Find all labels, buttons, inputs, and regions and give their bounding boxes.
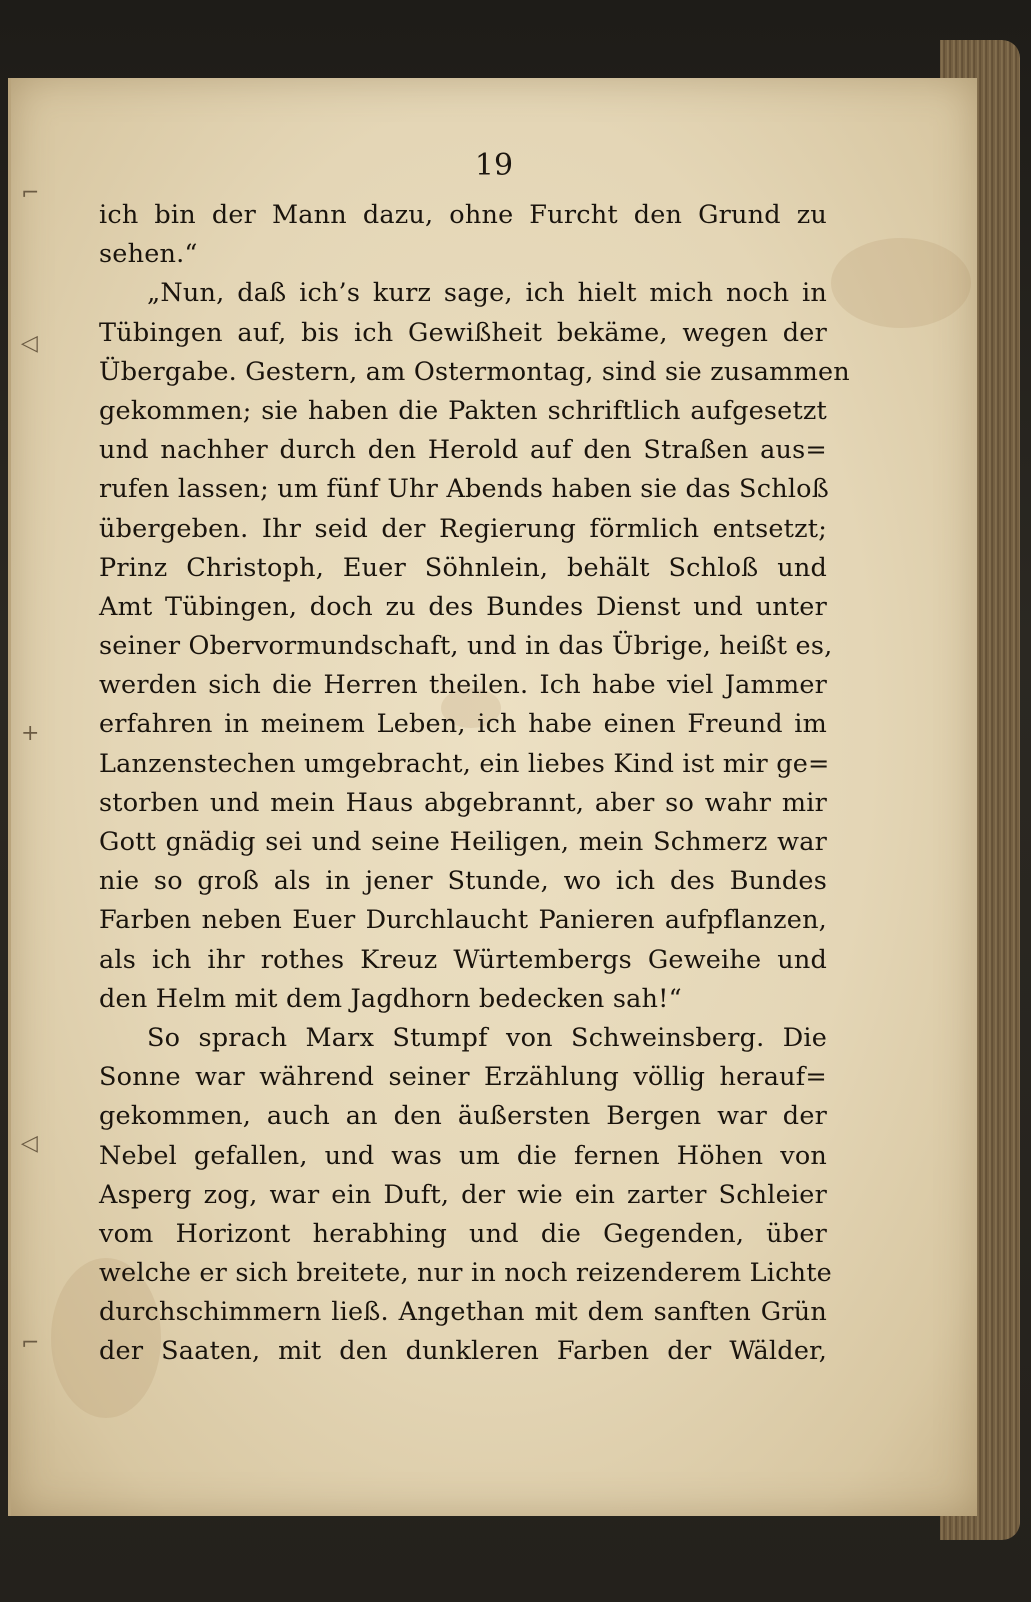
text-line: Sonne war während seiner Erzählung völlig herauf= [99,1062,827,1093]
text-line: „Nun, daß ich’s kurz sage, ich hielt mich noch in [147,278,827,309]
paper-stain [831,238,971,328]
binding-thread-mark: ◁ [21,1131,38,1156]
text-line: und nachher durch den Herold auf den Straßen aus= [99,435,827,466]
text-line: Farben neben Euer Durchlaucht Panieren aufpflanzen, [99,905,827,936]
text-line: Übergabe. Gestern, am Ostermontag, sind sie zusammen [99,356,850,387]
text-line: sehen.“ [99,239,198,270]
text-line: Amt Tübingen, doch zu des Bundes Dienst und unter [99,591,827,622]
binding-thread-mark: ⌐ [21,1331,40,1356]
text-line: Lanzenstechen umgebracht, ein liebes Kind ist mir ge= [99,748,830,779]
text-line: nie so groß als in jener Stunde, wo ich des Bundes [99,866,827,897]
text-line: durchschimmern ließ. Angethan mit dem sanften Grün [99,1297,827,1328]
text-line: Asperg zog, war ein Duft, der wie ein zarter Schleier [99,1179,827,1210]
text-line: der Saaten, mit den dunkleren Farben der Wälder, [99,1336,827,1367]
text-line: Gott gnädig sei und seine Heiligen, mein Schmerz war [99,827,827,857]
binding-thread-mark: ⌐ [21,181,40,206]
text-line: als ich ihr rothes Kreuz Würtembergs Geweihe und [99,944,827,975]
binding-thread-mark: + [21,721,40,746]
text-line: werden sich die Herren theilen. Ich habe viel Jammer [99,670,827,701]
text-line: So sprach Marx Stumpf von Schweinsberg. Die [147,1022,827,1053]
text-line: erfahren in meinem Leben, ich habe einen Freund im [99,709,827,740]
text-line: Tübingen auf, bis ich Gewißheit bekäme, wegen der [99,317,827,348]
text-line: den Helm mit dem Jagdhorn bedecken sah!“ [99,983,682,1014]
binding-thread-mark: ◁ [21,331,38,356]
page-number: 19 [474,148,514,183]
text-line: ich bin der Mann dazu, ohne Furcht den Grund zu [99,200,827,230]
text-line: welche er sich breitete, nur in noch reizenderem Lichte [99,1258,832,1289]
text-line: gekommen; sie haben die Pakten schriftlich aufgesetzt [99,395,827,426]
text-line: Prinz Christoph, Euer Söhnlein, behält Schloß und [99,552,827,583]
text-line: seiner Obervormundschaft, und in das Übrige, heißt es, [99,631,833,662]
text-line: storben und mein Haus abgebrannt, aber so wahr mir [99,787,827,818]
body-text [99,196,850,1372]
text-line: gekommen, auch an den äußersten Bergen war der [99,1101,827,1132]
text-line: Nebel gefallen, und was um die fernen Höhen von [99,1140,827,1171]
page-sheet [8,78,977,1516]
text-line: übergeben. Ihr seid der Regierung förmlich entsetzt; [99,513,827,544]
text-line: rufen lassen; um fünf Uhr Abends haben sie das Schloß [99,474,829,505]
text-line: vom Horizont herabhing und die Gegenden, über [99,1218,827,1249]
